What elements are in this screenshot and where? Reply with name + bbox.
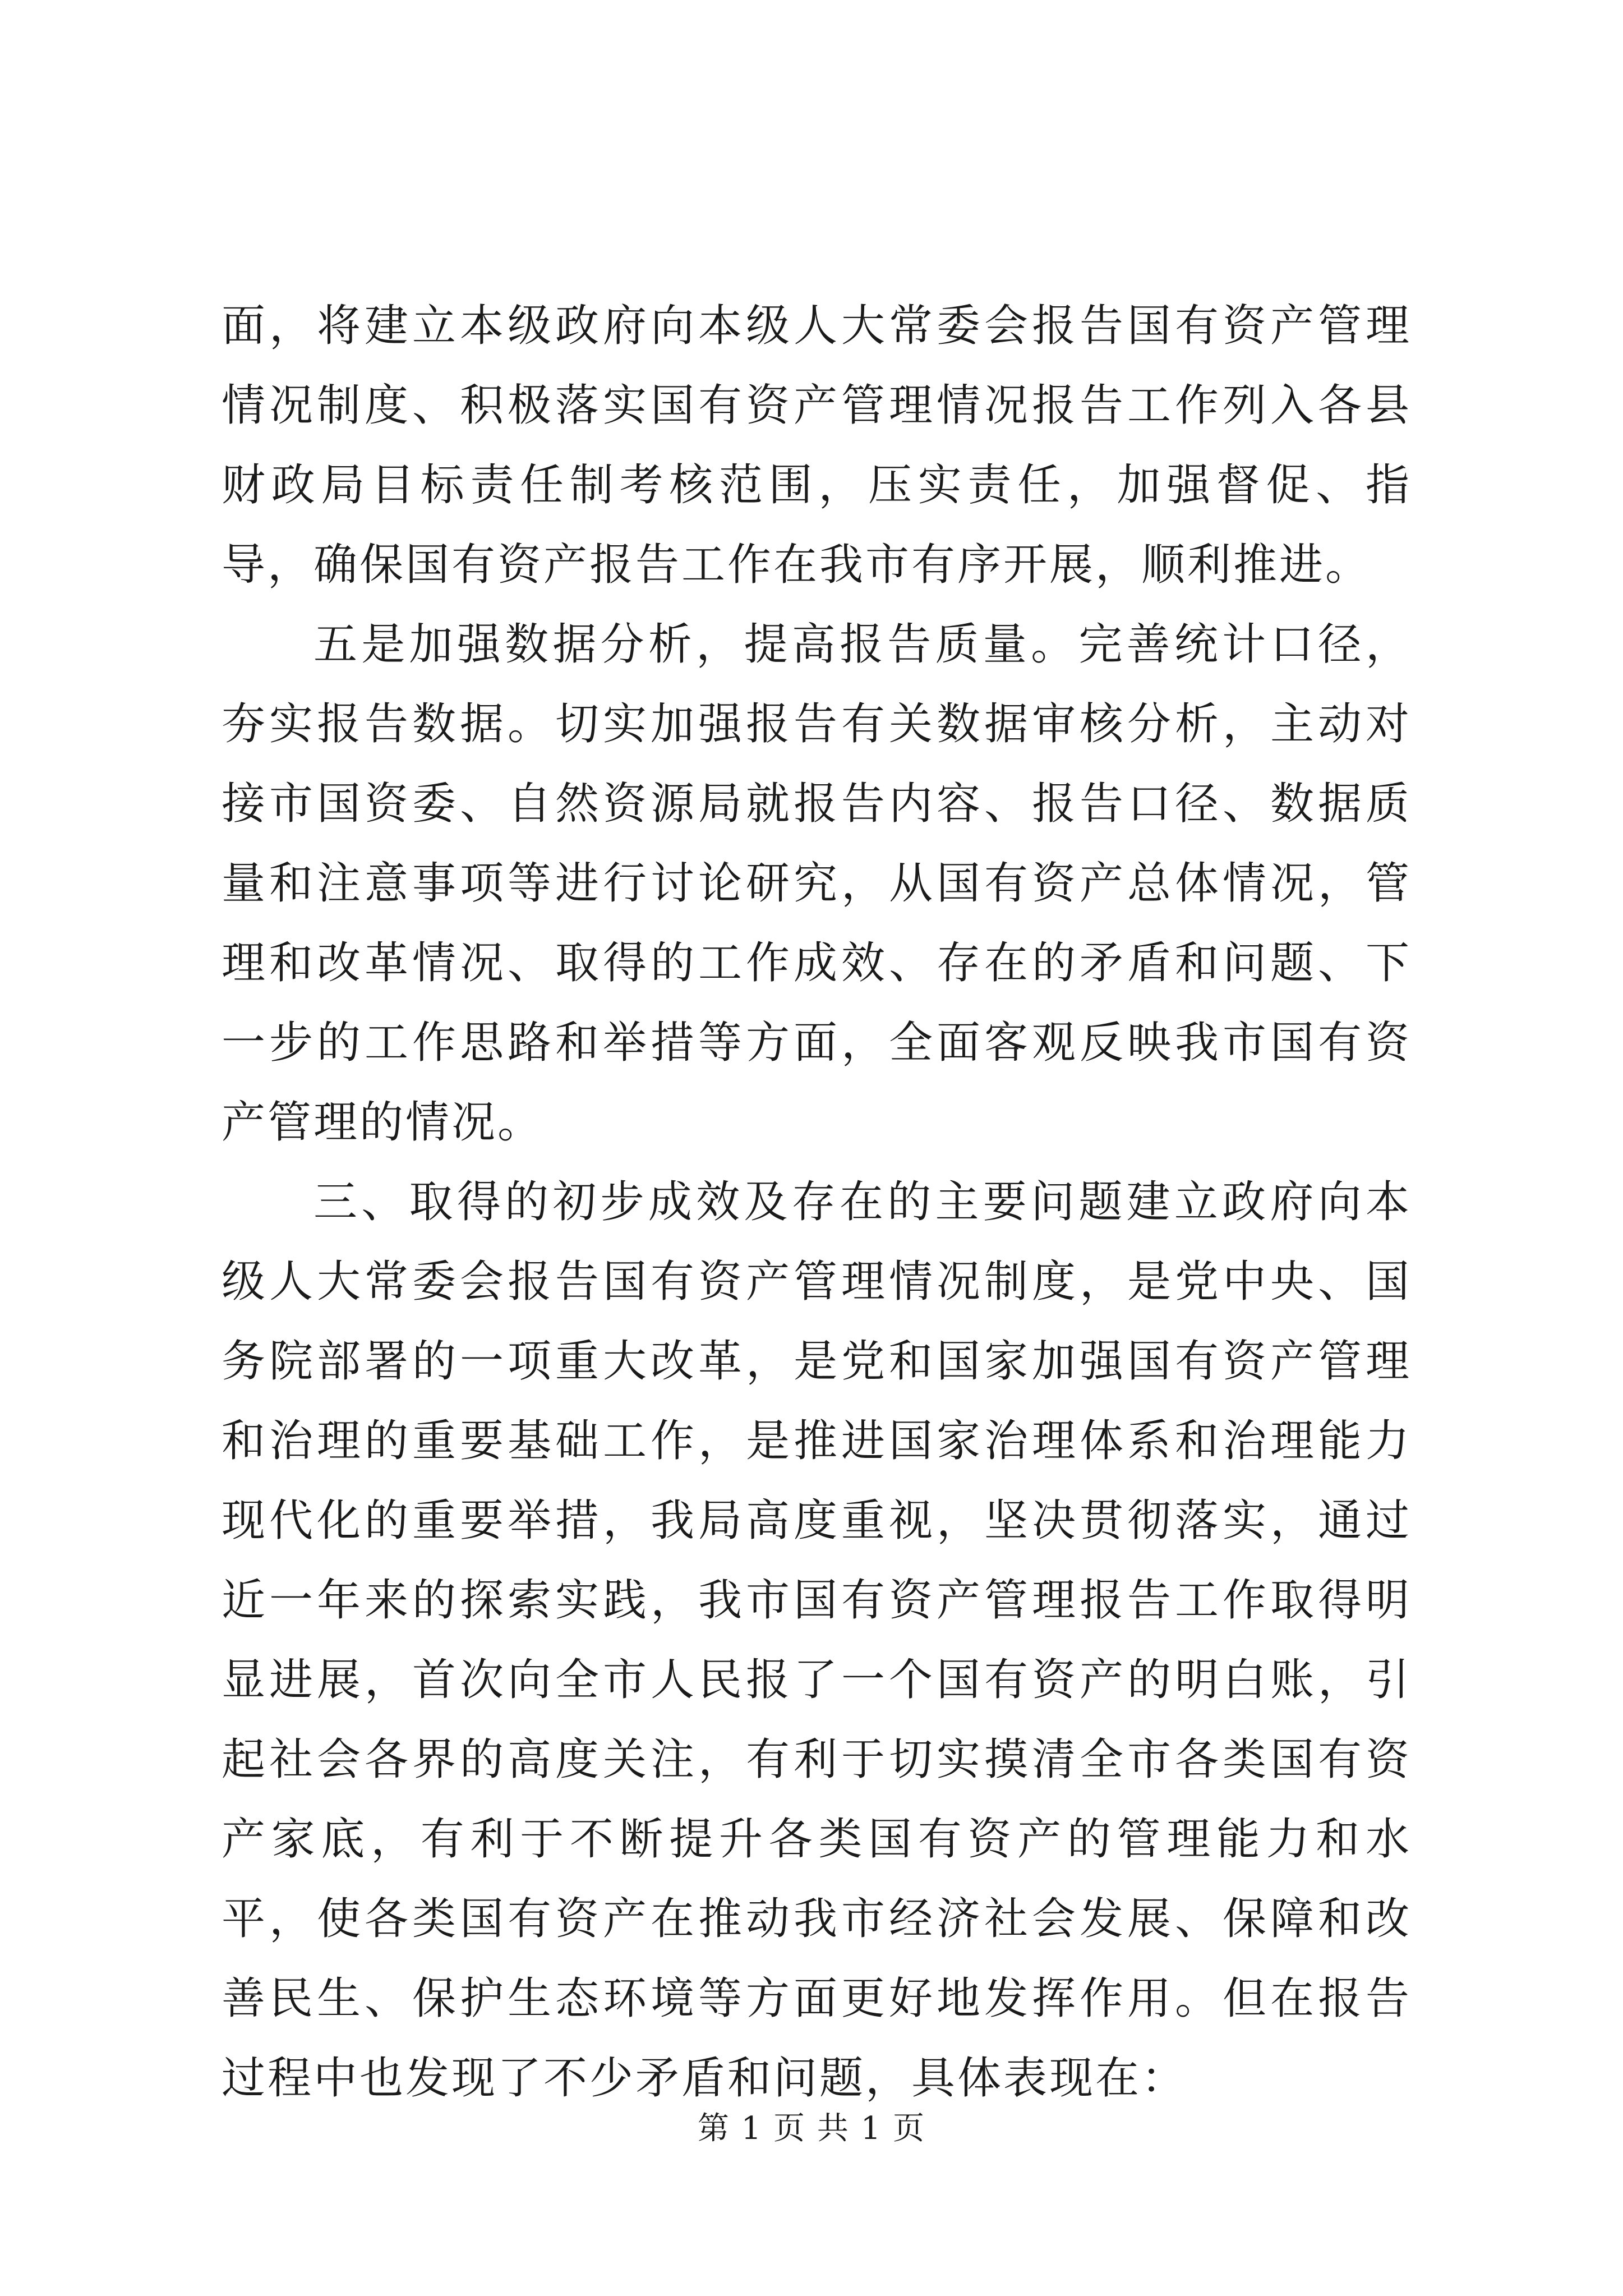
paragraph-data-analysis: 五是加强数据分析，提高报告质量。完善统计口径，夯实报告数据。切实加强报告有关数据审核分析，主动对接市国资委、自然资源局就报告内容、报告口径、数据质量和注意事项等进行讨论研究，从国有资产总体情况，管理和改革情况、取得的工作成效、存在的矛盾和问题、下一步的工作思路和举措等方面，全面客观反映我市国有资产管理的情况。 xyxy=(222,619,1412,1148)
paragraph-results-and-problems: 三、取得的初步成效及存在的主要问题建立政府向本级人大常委会报告国有资产管理情况制度，是党中央、国务院部署的一项重大改革，是党和国家加强国有资产管理和治理的重要基础工作，是推进国家治理体系和治理能力现代化的重要举措，我局高度重视，坚决贯彻落实，通过近一年来的探索实践，我市国有资产管理报告工作取得明显进展，首次向全市人民报了一个国有资产的明白账，引起社会各界的高度关注，有利于切实摸清全市各类国有资产家底，有利于不断提升各类国有资产的管理能力和水平，使各类国有资产在推动我市经济社会发展、保障和改善民生、保护生态环境等方面更好地发挥作用。但在报告过程中也发现了不少矛盾和问题，具体表现在： xyxy=(222,1177,1412,2104)
paragraph-continuation: 面，将建立本级政府向本级人大常委会报告国有资产管理情况制度、积极落实国有资产管理情况报告工作列入各县财政局目标责任制考核范围，压实责任，加强督促、指导，确保国有资产报告工作在我市有序开展，顺利推进。 xyxy=(222,301,1412,590)
page-number-footer: 第 1 页 共 1 页 xyxy=(697,2110,926,2147)
document-body xyxy=(222,286,1412,2118)
